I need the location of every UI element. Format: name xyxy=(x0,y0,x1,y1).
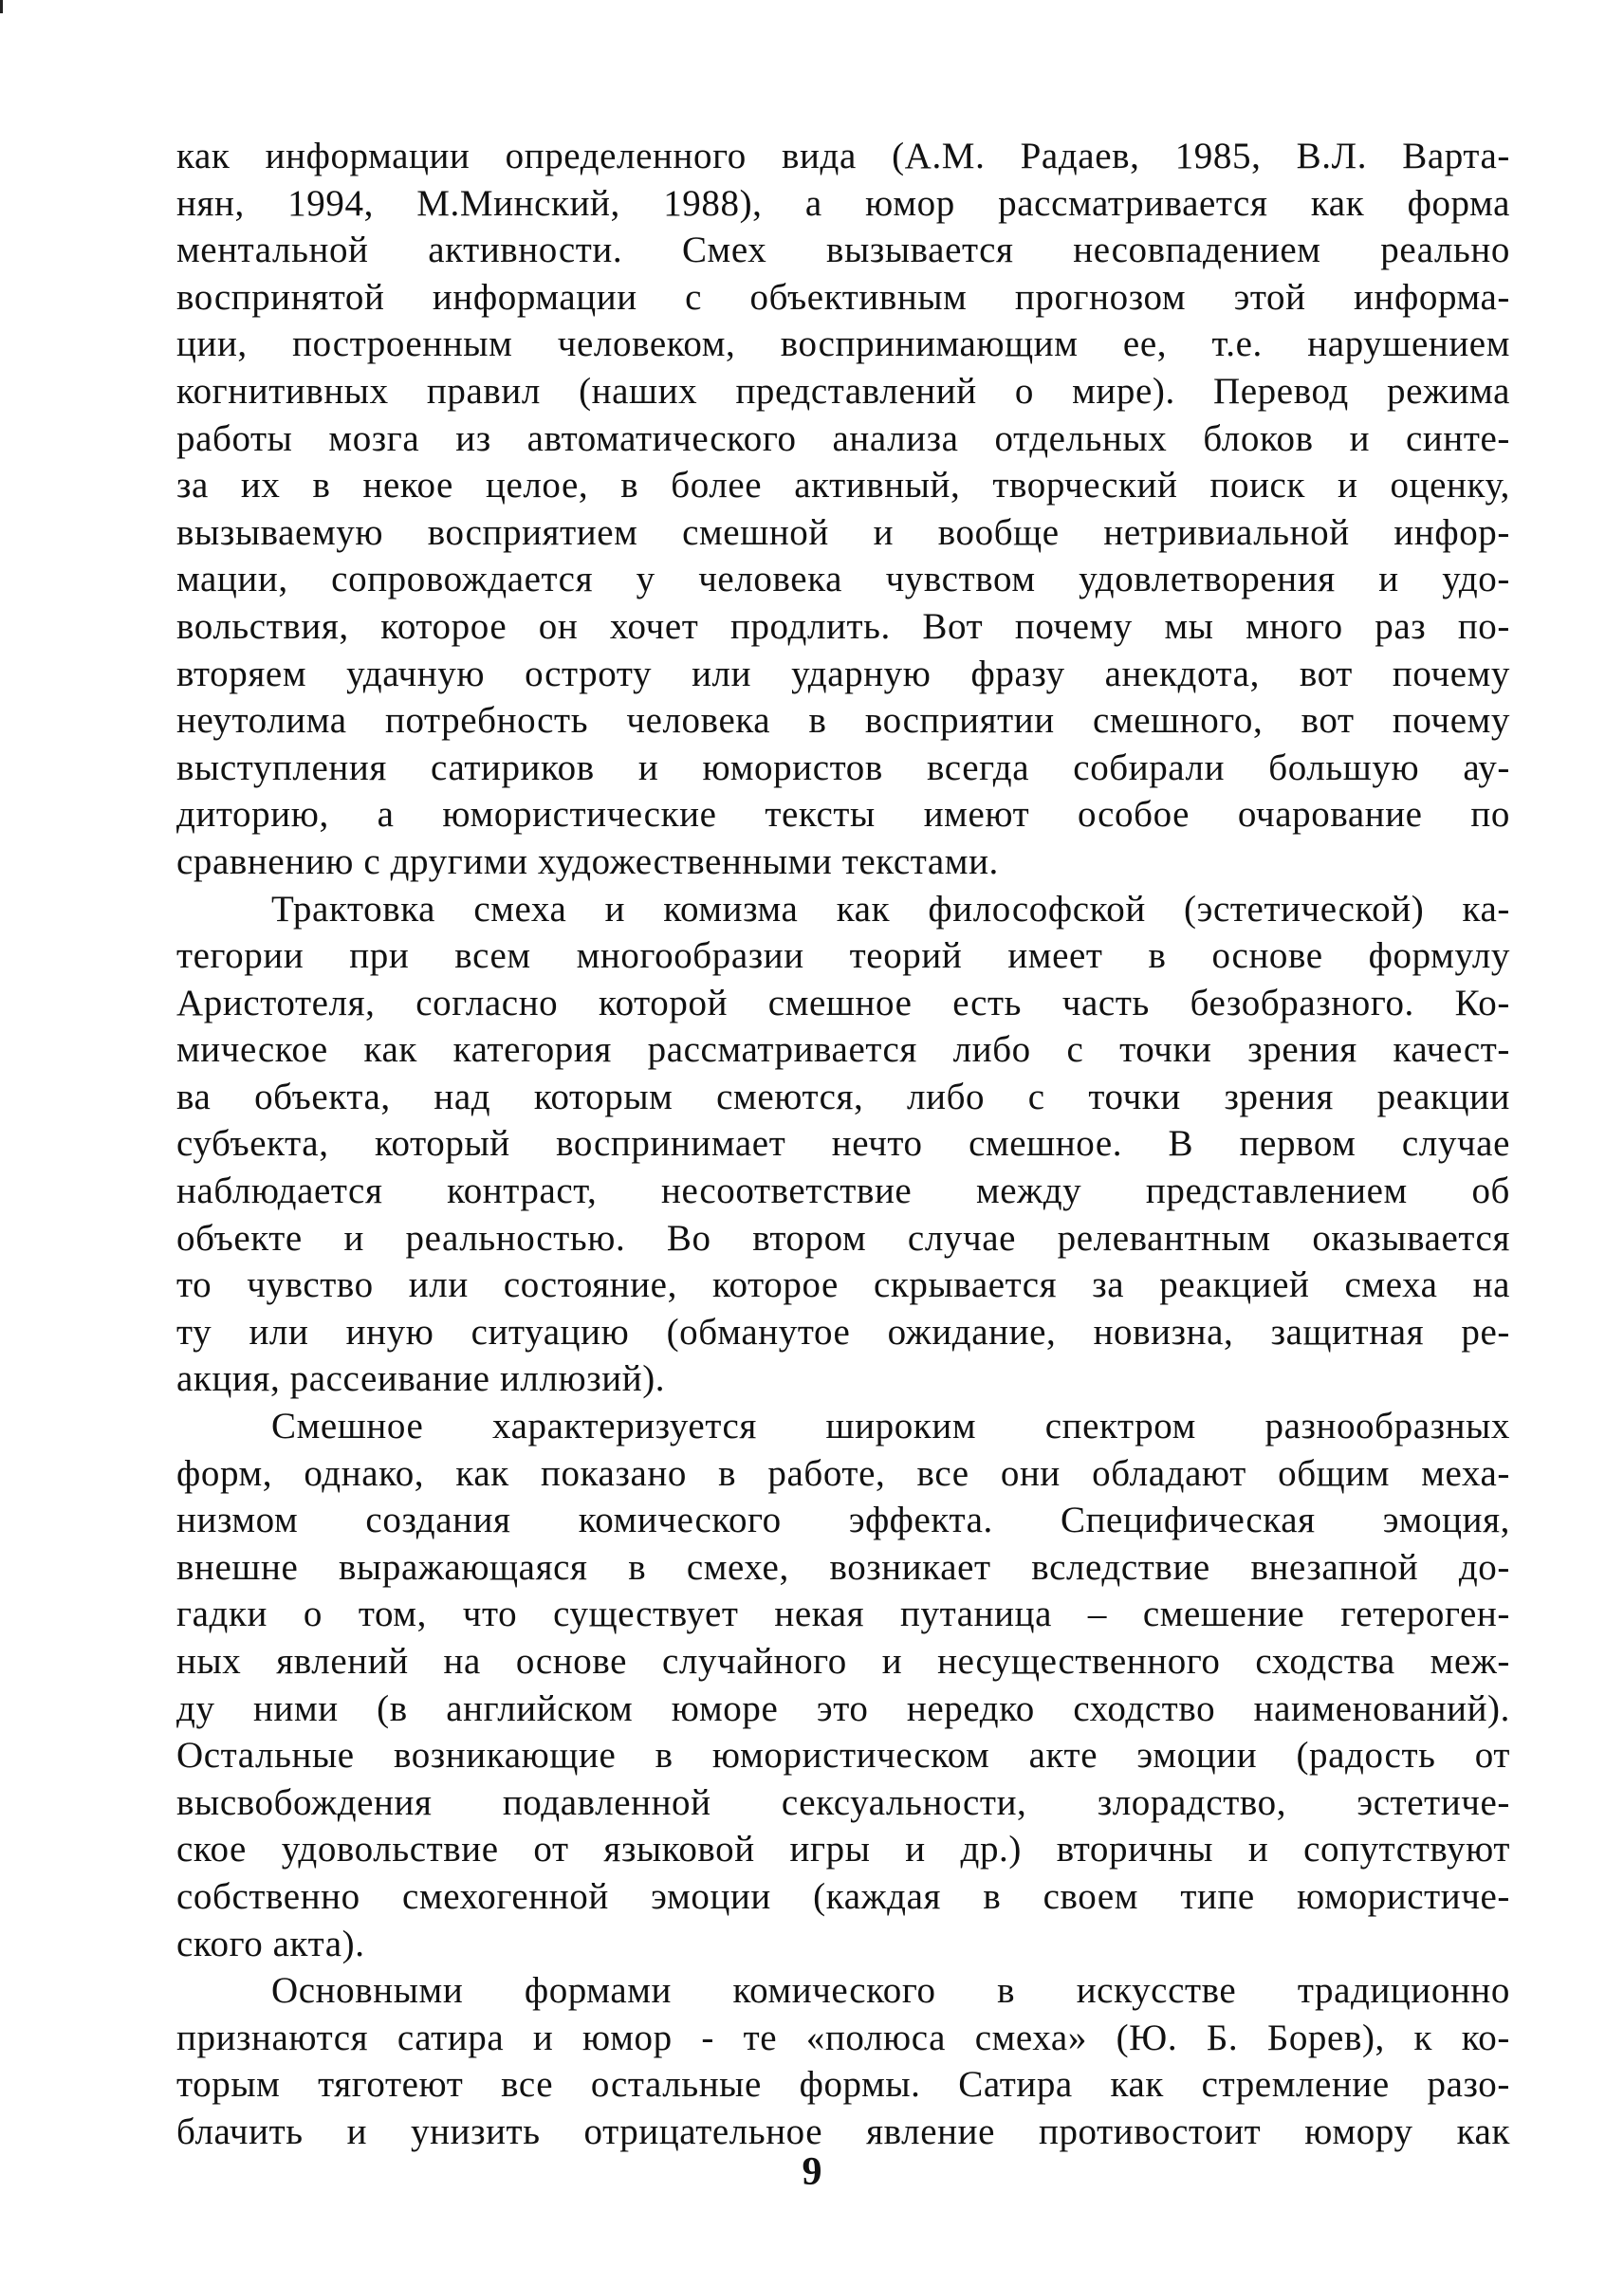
text-line: за их в некое целое, в более активный, творческий поиск и оценку, xyxy=(176,465,1510,507)
text-line: Основными формами комического в искусстве традиционно xyxy=(271,1970,1510,2012)
text-line: наблюдается контраст, несоответствие между представлением об xyxy=(176,1170,1510,1212)
text-line: неутолима потребность человека в восприятии смешного, вот почему xyxy=(176,700,1510,742)
text-line: то чувство или состояние, которое скрывается за реакцией смеха на xyxy=(176,1264,1510,1306)
text-line: как информации определенного вида (А.М. Радаев, 1985, В.Л. Варта- xyxy=(176,136,1510,176)
text-line: нян, 1994, М.Минский, 1988), а юмор рассматривается как форма xyxy=(176,182,1510,224)
scan-edge-mark xyxy=(0,0,3,13)
text-line: работы мозга из автоматического анализа отдельных блоков и синте- xyxy=(176,417,1510,459)
text-line: мическое как категория рассматривается либо с точки зрения качест- xyxy=(176,1029,1510,1071)
text-line: признаются сатира и юмор - те «полюса смеха» (Ю. Б. Борев), к ко- xyxy=(176,2017,1510,2058)
text-line: блачить и унизить отрицательное явление противостоит юмору как xyxy=(176,2110,1510,2152)
text-line: Остальные возникающие в юмористическом акте эмоции (радость от xyxy=(176,1735,1510,1777)
text-line: торым тяготеют все остальные формы. Сатира как стремление разо- xyxy=(176,2064,1510,2106)
text-line: субъекта, который воспринимает нечто смешное. В первом случае xyxy=(176,1123,1510,1165)
text-line: внешне выражающаяся в смехе, возникает вследствие внезапной до- xyxy=(176,1546,1510,1588)
text-line: собственно смехогенной эмоции (каждая в своем типе юмористиче- xyxy=(176,1875,1510,1917)
page-body-text xyxy=(176,133,1510,2156)
text-line: акция, рассеивание иллюзий). xyxy=(176,1358,666,1400)
text-line: вызываемую восприятием смешной и вообще нетривиальной инфор- xyxy=(176,511,1510,553)
text-line: Смешное характеризуется широким спектром разнообразных xyxy=(271,1406,1510,1447)
text-line: высвобождения подавленной сексуальности, злорадство, эстетиче- xyxy=(176,1781,1510,1823)
text-line: объекте и реальностью. Во втором случае релевантным оказывается xyxy=(176,1217,1510,1259)
text-line: воспринятой информации с объективным прогнозом этой информа- xyxy=(176,276,1510,318)
text-line: ции, построенным человеком, воспринимающим ее, т.е. нарушением xyxy=(176,323,1510,365)
text-line: сравнению с другими художественными текстами. xyxy=(176,840,999,882)
text-line: вторяем удачную остроту или ударную фразу анекдота, вот почему xyxy=(176,653,1510,694)
text-line: форм, однако, как показано в работе, все они обладают общим меха- xyxy=(176,1452,1510,1494)
text-line: вольствия, которое он хочет продлить. Вот почему мы много раз по- xyxy=(176,605,1510,647)
text-line: ментальной активности. Смех вызывается несовпадением реально xyxy=(176,230,1510,271)
text-line: ского акта). xyxy=(176,1923,365,1964)
text-line: когнитивных правил (наших представлений о мире). Перевод режима xyxy=(176,370,1510,412)
text-line: низмом создания комического эффекта. Специфическая эмоция, xyxy=(176,1500,1510,1541)
text-line: ва объекта, над которым смеются, либо с точки зрения реакции xyxy=(176,1076,1510,1117)
text-line: ду ними (в английском юморе это нередко сходство наименований). xyxy=(176,1687,1510,1729)
text-line: ных явлений на основе случайного и несущественного сходства меж- xyxy=(176,1641,1510,1682)
text-line: гадки о том, что существует некая путаница – смешение гетероген- xyxy=(176,1594,1510,1635)
text-line: ское удовольствие от языковой игры и др.) вторичны и сопутствуют xyxy=(176,1829,1510,1870)
page-number: 9 xyxy=(802,2150,822,2194)
text-line: Трактовка смеха и комизма как философской (эстетической) ка- xyxy=(271,888,1510,930)
text-line: тегории при всем многообразии теорий имеет в основе формулу xyxy=(176,935,1510,977)
text-line: Аристотеля, согласно которой смешное есть часть безобразного. Ко- xyxy=(176,982,1510,1023)
text-line: мации, сопровождается у человека чувством удовлетворения и удо- xyxy=(176,559,1510,600)
text-line: ту или иную ситуацию (обманутое ожидание, новизна, защитная ре- xyxy=(176,1311,1510,1353)
text-line: диторию, а юмористические тексты имеют особое очарование по xyxy=(176,794,1510,836)
text-line: выступления сатириков и юмористов всегда собирали большую ау- xyxy=(176,746,1510,788)
